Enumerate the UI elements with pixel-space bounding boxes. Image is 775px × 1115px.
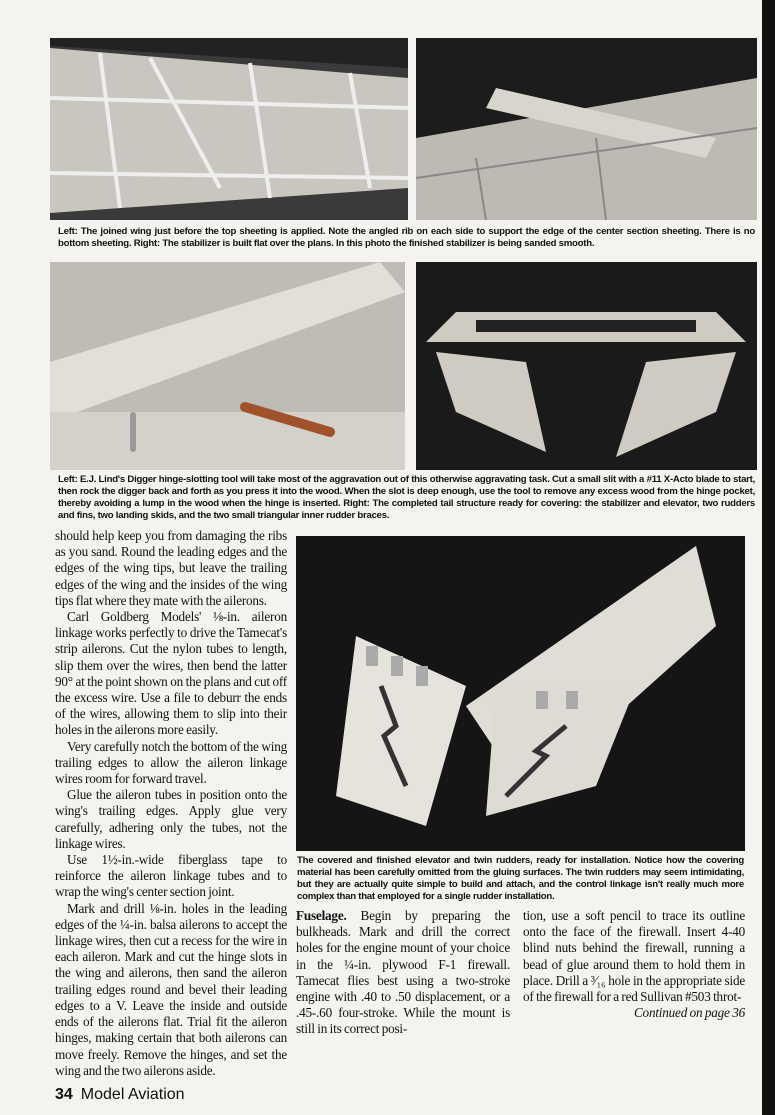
caption-middle: Left: E.J. Lind's Digger hinge-slotting tool will take most of the aggravation out of this otherwise aggravating task. Cut a small slit with a #11 X-Acto blade to start, then rock the digger back and forth as you press it into the wood. When the slot is deep enough, use the tool to remove any excess wood from the hinge pocket, thereby avoiding a lump in the wood when the hinge is inserted. Right: The completed tail structure ready for covering: the stabilizer and elevator, two rudders and fins, two landing skids, and the two small triangular inner rudder braces. — [58, 474, 755, 521]
photo-joined-wing — [50, 38, 408, 220]
paragraph: tion, use a soft pencil to trace its outline onto the face of the firewall. Insert 4-40 blind nuts behind the firewall, running a bead of glue around them to hold them in place. Drill a ³⁄₁₆ hole in the appropriate side of the firewall for a red Sullivan #503 throt- — [523, 908, 745, 1005]
left-column — [50, 528, 287, 1115]
continued-note: Continued on page 36 — [633, 1005, 745, 1021]
page-number: 34 — [55, 1085, 73, 1103]
photo-stabilizer-sanding — [416, 38, 757, 220]
paragraph: Glue the aileron tubes in position onto the wing's trailing edges. Apply glue very carefully, adhering only the tubes, not the linkage wires. — [55, 787, 287, 851]
photo-hinge-slotting-tool — [50, 262, 405, 470]
fuselage-column-2 — [523, 908, 745, 1038]
caption-large: The covered and finished elevator and twin rudders, ready for installation. Notice how the covering material has been carefully omitted from the gluing surfaces. The twin rudders may seem intimidating, but they are actually quite simple to build and attach, and the control linkage isn't really much more complex than that employed for a single rudder installation. — [297, 855, 744, 902]
right-column — [296, 528, 745, 1115]
paragraph: Very carefully notch the bottom of the wing trailing edges to allow the aileron linkage wires room for forward travel. — [55, 738, 287, 787]
bottom-section — [50, 528, 757, 1115]
section-heading-fuselage: Fuselage. — [296, 908, 347, 923]
paragraph: Mark and drill ⅛-in. holes in the leading edges of the ¼-in. balsa ailerons to accept the linkage wires, then cut a recess for the wire in each aileron. Mark and cut the hinge slots in the wing and ailerons, then sand the aileron trailing edges round and bevel their leading edges to a V. Leave the inside and outside ends of the ailerons flat. Trial fit the aileron hinges, making certain that both ailerons can move freely. Remove the hinges, and set the wing and the two ailerons aside. — [55, 900, 287, 1078]
fuselage-column-1 — [296, 908, 510, 1038]
magazine-name: Model Aviation — [80, 1085, 185, 1103]
fuselage-columns — [296, 908, 745, 1038]
paragraph: Carl Goldberg Models' ⅛-in. aileron linkage works perfectly to drive the Tamecat's strip ailerons. Cut the nylon tubes to length, slip them over the wires, then bend the latter 90° at the point shown on the plans and cut off the excess wire. Use a file to deburr the ends of the wires, allowing them to slip into their holes in the ailerons more easily. — [55, 609, 287, 738]
caption-top: Left: The joined wing just before the top sheeting is applied. Note the angled rib on each side to support the edge of the center section sheeting. There is no bottom sheeting. Right: The stabilizer is built flat over the plans. In this photo the finished stabilizer is being sanded smooth. — [58, 226, 755, 249]
photo-tail-structure — [416, 262, 757, 470]
paragraph-text: Begin by preparing the bulkheads. Mark and drill the correct holes for the engine mount of your choice in the ¼-in. plywood F-1 firewall. Tamecat flies best using a two-stroke engine with .40 to .50 displacement, or a .45-.60 four-stroke. While the mount is still in its correct posi- — [296, 908, 510, 1037]
left-column-text — [55, 528, 287, 1079]
photo-row-top — [50, 38, 757, 220]
page-footer — [55, 1085, 287, 1115]
paragraph — [296, 908, 510, 1038]
paragraph: Use 1½-in.-wide fiberglass tape to reinforce the aileron linkage tubes and to wrap the wing's center section joint. — [55, 852, 287, 900]
photo-covered-tail — [296, 536, 745, 851]
photo-row-middle — [50, 262, 757, 470]
paragraph: should help keep you from damaging the ribs as you sand. Round the leading edges and the edges of the wing tips, but leave the trailing edges of the wing and the insides of the wing tips flat where they mate with the ailerons. — [55, 528, 287, 608]
